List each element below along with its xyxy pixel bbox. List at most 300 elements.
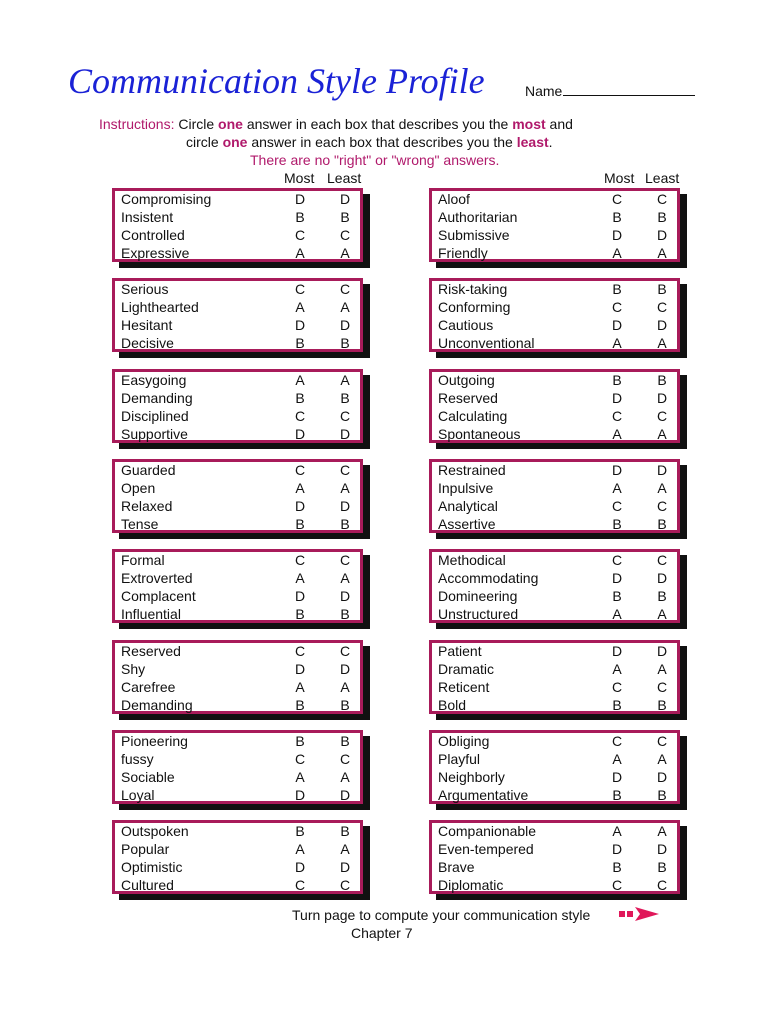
most-choice[interactable]: B <box>612 281 622 297</box>
most-choice[interactable]: A <box>612 823 622 839</box>
trait-word: Submissive <box>438 227 510 243</box>
least-choice[interactable]: C <box>339 408 351 424</box>
trait-word: Bold <box>438 697 467 713</box>
trait-word: Companionable <box>438 823 537 839</box>
instr-one: one <box>222 134 248 150</box>
least-choice[interactable]: C <box>656 408 668 424</box>
trait-word: Reticent <box>438 679 490 695</box>
trait-word: Accommodating <box>438 570 539 586</box>
answer-row <box>118 840 358 858</box>
most-choice[interactable]: D <box>611 643 623 659</box>
least-choice[interactable]: D <box>339 787 351 803</box>
answer-row <box>435 876 675 894</box>
instr-text: and <box>545 116 573 132</box>
least-choice[interactable]: C <box>656 498 668 514</box>
answer-row <box>435 244 675 262</box>
arrow-right-icon <box>619 906 659 927</box>
answer-row <box>118 876 358 894</box>
trait-word: Diplomatic <box>438 877 504 893</box>
box-frame <box>429 640 680 714</box>
least-choice[interactable]: B <box>340 733 350 749</box>
most-choice[interactable]: C <box>611 877 623 893</box>
most-choice[interactable]: A <box>612 426 622 442</box>
answer-row <box>435 858 675 876</box>
trait-word: Argumentative <box>438 787 529 803</box>
most-choice[interactable]: A <box>295 570 305 586</box>
most-choice[interactable]: D <box>294 191 306 207</box>
box-frame <box>429 188 680 262</box>
trait-word: Patient <box>438 643 482 659</box>
column-header-least-right: Least <box>645 170 680 186</box>
trait-word: Inpulsive <box>438 480 494 496</box>
answer-row <box>118 569 358 587</box>
trait-word: Guarded <box>121 462 176 478</box>
box-frame <box>429 369 680 443</box>
trait-word: Dramatic <box>438 661 495 677</box>
trait-word: Conforming <box>438 299 511 315</box>
answer-row <box>435 280 675 298</box>
footer-text: Turn page to compute your communication style <box>292 907 591 923</box>
least-choice[interactable]: A <box>657 606 667 622</box>
answer-row <box>435 425 675 443</box>
most-choice[interactable]: C <box>611 679 623 695</box>
most-choice[interactable]: D <box>294 426 306 442</box>
least-choice[interactable]: A <box>340 372 350 388</box>
least-choice[interactable]: A <box>340 299 350 315</box>
most-choice[interactable]: D <box>294 661 306 677</box>
most-choice[interactable]: A <box>612 245 622 261</box>
trait-word: Cultured <box>121 877 174 893</box>
most-choice[interactable]: B <box>295 335 305 351</box>
least-choice[interactable]: A <box>340 841 350 857</box>
least-choice[interactable]: D <box>656 227 668 243</box>
most-choice[interactable]: C <box>294 462 306 478</box>
instr-text: circle <box>186 134 223 150</box>
trait-word: Risk-taking <box>438 281 508 297</box>
box-frame <box>112 549 363 623</box>
answer-row <box>435 515 675 533</box>
trait-word: Easygoing <box>121 372 187 388</box>
least-choice[interactable]: D <box>656 769 668 785</box>
least-choice[interactable]: D <box>339 859 351 875</box>
answer-row <box>435 732 675 750</box>
answer-box <box>112 278 360 349</box>
most-choice[interactable]: C <box>294 281 306 297</box>
trait-word: Carefree <box>121 679 176 695</box>
answer-row <box>118 371 358 389</box>
least-choice[interactable]: A <box>657 661 667 677</box>
least-choice[interactable]: A <box>657 335 667 351</box>
least-choice[interactable]: C <box>656 552 668 568</box>
trait-word: Relaxed <box>121 498 173 514</box>
trait-word: Lighthearted <box>121 299 199 315</box>
answer-box <box>429 820 677 891</box>
least-choice[interactable]: B <box>340 697 350 713</box>
trait-word: Expressive <box>121 245 190 261</box>
least-choice[interactable]: D <box>656 643 668 659</box>
answer-box <box>112 820 360 891</box>
least-choice[interactable]: A <box>340 245 350 261</box>
instructions-line-3: There are no "right" or "wrong" answers. <box>250 152 500 168</box>
least-choice[interactable]: B <box>340 516 350 532</box>
answer-row <box>118 515 358 533</box>
least-choice[interactable]: A <box>657 823 667 839</box>
answer-box <box>112 188 360 259</box>
answer-box <box>112 459 360 530</box>
most-choice[interactable]: A <box>612 480 622 496</box>
trait-word: Outgoing <box>438 372 495 388</box>
trait-word: Controlled <box>121 227 185 243</box>
name-field[interactable] <box>525 83 695 99</box>
answer-row <box>118 786 358 804</box>
answer-row <box>435 660 675 678</box>
answer-row <box>435 840 675 858</box>
instr-text: answer in each box that describes you the <box>247 134 517 150</box>
most-choice[interactable]: C <box>294 227 306 243</box>
trait-word: Optimistic <box>121 859 183 875</box>
answer-row <box>435 208 675 226</box>
trait-word: Hesitant <box>121 317 173 333</box>
answer-row <box>118 316 358 334</box>
most-choice[interactable]: A <box>295 841 305 857</box>
least-choice[interactable]: A <box>340 480 350 496</box>
least-choice[interactable]: C <box>656 191 668 207</box>
trait-word: Influential <box>121 606 181 622</box>
most-choice[interactable]: B <box>612 209 622 225</box>
most-choice[interactable]: B <box>295 733 305 749</box>
answer-row <box>118 479 358 497</box>
answer-row <box>118 660 358 678</box>
most-choice[interactable]: B <box>295 390 305 406</box>
answer-row <box>435 569 675 587</box>
most-choice[interactable]: C <box>294 408 306 424</box>
instr-least: least <box>516 134 549 150</box>
answer-box <box>112 549 360 620</box>
trait-word: Reserved <box>121 643 181 659</box>
column-header-least-left: Least <box>327 170 362 186</box>
answer-row <box>435 316 675 334</box>
least-choice[interactable]: D <box>656 317 668 333</box>
answer-row <box>435 642 675 660</box>
column-header-most-right: Most <box>604 170 635 186</box>
most-choice[interactable]: D <box>611 227 623 243</box>
answer-row <box>435 551 675 569</box>
trait-word: Popular <box>121 841 170 857</box>
least-choice[interactable]: C <box>339 877 351 893</box>
answer-row <box>118 678 358 696</box>
trait-word: Decisive <box>121 335 174 351</box>
trait-word: Loyal <box>121 787 155 803</box>
most-choice[interactable]: D <box>294 317 306 333</box>
page-title: Communication Style Profile <box>68 61 485 101</box>
least-choice[interactable]: C <box>339 281 351 297</box>
least-choice[interactable]: B <box>657 787 667 803</box>
trait-word: Neighborly <box>438 769 505 785</box>
answer-row <box>118 226 358 244</box>
most-choice[interactable]: C <box>611 733 623 749</box>
box-frame <box>112 730 363 804</box>
least-choice[interactable]: B <box>657 859 667 875</box>
answer-row <box>435 768 675 786</box>
answer-row <box>435 190 675 208</box>
most-choice[interactable]: B <box>295 606 305 622</box>
answer-row <box>118 768 358 786</box>
least-choice[interactable]: B <box>340 390 350 406</box>
most-choice[interactable]: B <box>295 823 305 839</box>
trait-word: Reserved <box>438 390 498 406</box>
least-choice[interactable]: B <box>657 697 667 713</box>
answer-box <box>429 640 677 711</box>
least-choice[interactable]: D <box>339 317 351 333</box>
answer-row <box>118 551 358 569</box>
least-choice[interactable]: B <box>340 823 350 839</box>
box-frame <box>112 820 363 894</box>
least-choice[interactable]: A <box>340 570 350 586</box>
box-frame <box>429 549 680 623</box>
trait-word: Playful <box>438 751 481 767</box>
trait-word: Compromising <box>121 191 212 207</box>
most-choice[interactable]: A <box>612 335 622 351</box>
answer-row <box>118 407 358 425</box>
chapter-label: Chapter 7 <box>351 925 413 941</box>
least-choice[interactable]: B <box>657 588 667 604</box>
least-choice[interactable]: B <box>340 335 350 351</box>
least-choice[interactable]: D <box>656 570 668 586</box>
least-choice[interactable]: D <box>656 462 668 478</box>
box-frame <box>112 640 363 714</box>
least-choice[interactable]: A <box>340 679 350 695</box>
most-choice[interactable]: D <box>294 787 306 803</box>
most-choice[interactable]: C <box>611 299 623 315</box>
least-choice[interactable]: B <box>657 281 667 297</box>
answer-row <box>435 822 675 840</box>
answer-row <box>435 605 675 623</box>
least-choice[interactable]: D <box>656 841 668 857</box>
answer-box <box>112 640 360 711</box>
most-choice[interactable]: D <box>611 570 623 586</box>
trait-word: Methodical <box>438 552 506 568</box>
answer-row <box>118 642 358 660</box>
least-choice[interactable]: C <box>339 751 351 767</box>
least-choice[interactable]: A <box>657 245 667 261</box>
least-choice[interactable]: D <box>339 426 351 442</box>
least-choice[interactable]: A <box>657 480 667 496</box>
answer-row <box>118 280 358 298</box>
instr-text: answer in each box that describes you the <box>242 116 513 132</box>
least-choice[interactable]: D <box>339 191 351 207</box>
least-choice[interactable]: A <box>657 426 667 442</box>
trait-word: Demanding <box>121 390 193 406</box>
answer-box <box>429 278 677 349</box>
trait-word: fussy <box>121 751 154 767</box>
answer-row <box>118 605 358 623</box>
answer-box <box>429 730 677 801</box>
instructions-line-1 <box>99 116 573 132</box>
answer-row <box>435 479 675 497</box>
most-choice[interactable]: A <box>295 372 305 388</box>
most-choice[interactable]: C <box>611 552 623 568</box>
instr-text: . <box>548 134 553 150</box>
least-choice[interactable]: C <box>656 733 668 749</box>
least-choice[interactable]: B <box>657 209 667 225</box>
least-choice[interactable]: B <box>340 606 350 622</box>
box-frame <box>112 459 363 533</box>
answer-row <box>435 786 675 804</box>
most-choice[interactable]: C <box>294 643 306 659</box>
answer-row <box>435 371 675 389</box>
answer-row <box>435 587 675 605</box>
most-choice[interactable]: D <box>294 498 306 514</box>
trait-word: Insistent <box>121 209 174 225</box>
least-choice[interactable]: A <box>657 751 667 767</box>
instr-one: one <box>218 116 243 132</box>
answer-box <box>429 188 677 259</box>
answer-row <box>435 461 675 479</box>
instructions-label: Instructions: <box>99 116 175 132</box>
trait-word: Friendly <box>438 245 488 261</box>
trait-word: Unconventional <box>438 335 535 351</box>
answer-box <box>429 459 677 530</box>
box-frame <box>429 278 680 352</box>
trait-word: Aloof <box>438 191 470 207</box>
most-choice[interactable]: A <box>612 606 622 622</box>
most-choice[interactable]: B <box>612 372 622 388</box>
answer-row <box>435 678 675 696</box>
most-choice[interactable]: D <box>294 859 306 875</box>
trait-word: Outspoken <box>121 823 189 839</box>
least-choice[interactable]: B <box>340 209 350 225</box>
answer-row <box>435 334 675 352</box>
most-choice[interactable]: D <box>611 769 623 785</box>
most-choice[interactable]: C <box>294 751 306 767</box>
most-choice[interactable]: B <box>612 588 622 604</box>
trait-word: Tense <box>121 516 159 532</box>
answer-row <box>435 750 675 768</box>
trait-word: Obliging <box>438 733 490 749</box>
least-choice[interactable]: D <box>339 661 351 677</box>
instr-text: Circle <box>178 116 219 132</box>
least-choice[interactable]: C <box>339 462 351 478</box>
box-frame <box>112 278 363 352</box>
trait-word: Spontaneous <box>438 426 521 442</box>
name-line[interactable] <box>563 83 695 96</box>
most-choice[interactable]: C <box>294 552 306 568</box>
trait-word: Shy <box>121 661 146 677</box>
most-choice[interactable]: B <box>612 787 622 803</box>
trait-word: Serious <box>121 281 169 297</box>
answer-row <box>435 497 675 515</box>
answer-row <box>118 244 358 262</box>
trait-word: Authoritarian <box>438 209 518 225</box>
trait-word: Complacent <box>121 588 196 604</box>
name-label: Name <box>525 83 563 99</box>
most-choice[interactable]: D <box>611 317 623 333</box>
answer-row <box>435 389 675 407</box>
trait-word: Cautious <box>438 317 494 333</box>
least-choice[interactable]: C <box>339 552 351 568</box>
most-choice[interactable]: D <box>294 588 306 604</box>
most-choice[interactable]: B <box>612 859 622 875</box>
trait-word: Unstructured <box>438 606 519 622</box>
most-choice[interactable]: A <box>295 679 305 695</box>
least-choice[interactable]: D <box>339 498 351 514</box>
trait-word: Disciplined <box>121 408 189 424</box>
trait-word: Brave <box>438 859 475 875</box>
most-choice[interactable]: C <box>611 498 623 514</box>
most-choice[interactable]: D <box>611 462 623 478</box>
least-choice[interactable]: B <box>657 372 667 388</box>
trait-word: Supportive <box>121 426 188 442</box>
answer-row <box>435 696 675 714</box>
most-choice[interactable]: B <box>612 697 622 713</box>
trait-word: Restrained <box>438 462 506 478</box>
most-choice[interactable]: A <box>295 299 305 315</box>
box-frame <box>112 369 363 443</box>
most-choice[interactable]: C <box>294 877 306 893</box>
answer-row <box>118 334 358 352</box>
answer-row <box>118 587 358 605</box>
most-choice[interactable]: A <box>612 751 622 767</box>
most-choice[interactable]: D <box>611 390 623 406</box>
trait-word: Even-tempered <box>438 841 534 857</box>
most-choice[interactable]: C <box>611 408 623 424</box>
least-choice[interactable]: A <box>340 769 350 785</box>
answer-row <box>435 298 675 316</box>
trait-word: Extroverted <box>121 570 193 586</box>
trait-word: Pioneering <box>121 733 188 749</box>
answer-row <box>118 858 358 876</box>
least-choice[interactable]: C <box>656 299 668 315</box>
answer-row <box>435 226 675 244</box>
most-choice[interactable]: B <box>295 209 305 225</box>
box-frame <box>429 459 680 533</box>
answer-row <box>118 425 358 443</box>
answer-row <box>118 389 358 407</box>
least-choice[interactable]: C <box>339 227 351 243</box>
trait-word: Assertive <box>438 516 496 532</box>
answer-row <box>118 298 358 316</box>
most-choice[interactable]: A <box>295 245 305 261</box>
answer-row <box>118 497 358 515</box>
least-choice[interactable]: C <box>656 877 668 893</box>
most-choice[interactable]: D <box>611 841 623 857</box>
answer-row <box>118 208 358 226</box>
column-header-most-left: Most <box>284 170 315 186</box>
most-choice[interactable]: C <box>611 191 623 207</box>
most-choice[interactable]: A <box>295 480 305 496</box>
most-choice[interactable]: A <box>612 661 622 677</box>
box-frame <box>112 188 363 262</box>
answer-box <box>429 369 677 440</box>
trait-word: Analytical <box>438 498 498 514</box>
trait-word: Demanding <box>121 697 193 713</box>
answer-row <box>118 732 358 750</box>
answer-row <box>118 461 358 479</box>
least-choice[interactable]: D <box>339 588 351 604</box>
least-choice[interactable]: C <box>656 679 668 695</box>
least-choice[interactable]: D <box>656 390 668 406</box>
most-choice[interactable]: A <box>295 769 305 785</box>
answer-row <box>435 407 675 425</box>
answer-row <box>118 822 358 840</box>
least-choice[interactable]: C <box>339 643 351 659</box>
least-choice[interactable]: B <box>657 516 667 532</box>
most-choice[interactable]: B <box>295 516 305 532</box>
trait-word: Domineering <box>438 588 518 604</box>
most-choice[interactable]: B <box>295 697 305 713</box>
most-choice[interactable]: B <box>612 516 622 532</box>
box-frame <box>429 730 680 804</box>
